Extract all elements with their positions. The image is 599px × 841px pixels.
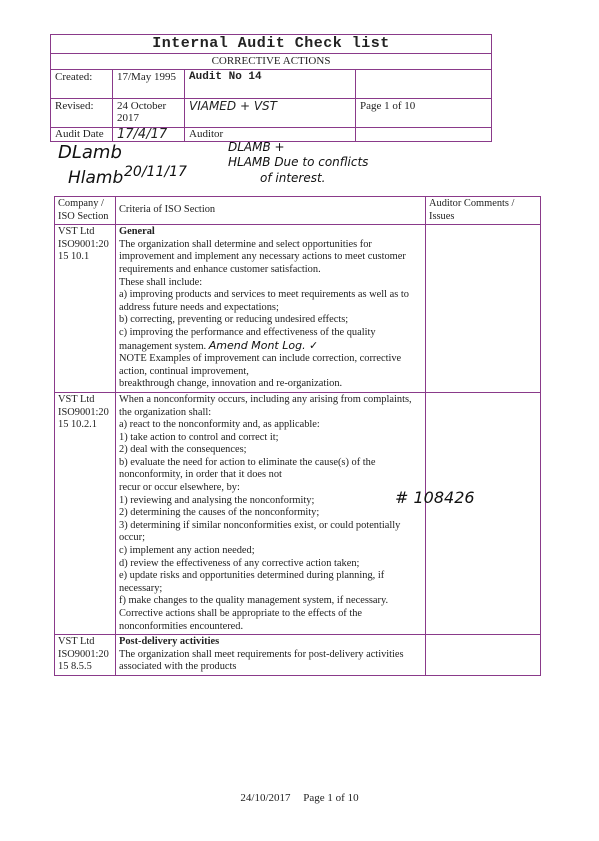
criteria-line (119, 327, 422, 353)
auditor-comment-cell (426, 225, 541, 393)
criteria-line: recur or occur elsewhere, by: (119, 482, 240, 494)
handwritten-ticket-number: # 108426 (395, 487, 475, 507)
handwritten-note-line-1: DLAMB + (228, 140, 285, 154)
handwritten-management-note: Amend Mont Log. ✓ (208, 338, 319, 352)
company-section-cell (55, 392, 116, 634)
created-value: 17/May 1995 (113, 70, 185, 98)
criteria-line: Corrective actions shall be appropriate to the effects of the nonconformities encountered. (119, 608, 363, 632)
empty-cell (356, 128, 491, 141)
header-row-revised (51, 99, 491, 128)
iso-section: ISO9001:2015 10.1 (58, 238, 109, 263)
audit-date-handwritten: 17/4/17 (113, 128, 185, 141)
auditor-comment-cell (395, 392, 541, 634)
revised-label: Revised: (51, 99, 113, 127)
document-title: Internal Audit Check list (51, 35, 491, 54)
company-section-cell (55, 225, 116, 393)
auditor-comment-cell (426, 635, 541, 676)
column-header-company: Company / ISO Section (55, 197, 116, 225)
criteria-line: The organization shall meet requirements for post-delivery activities associated with the products (119, 648, 404, 673)
page-label: Page 1 of 10 (360, 100, 416, 112)
company-name: VST Ltd (58, 636, 95, 648)
iso-section: ISO9001:2015 10.2.1 (58, 406, 109, 431)
footer-date: 24/10/2017 (240, 792, 291, 804)
header-row-created (51, 70, 491, 99)
handwritten-signature-2: Hlamb (68, 168, 124, 188)
criteria-cell (116, 225, 426, 393)
handwritten-signature-1: DLamb (58, 142, 122, 163)
criteria-line: b) evaluate the need for action to eliminate the cause(s) of the nonconformity, in order that it does not (119, 456, 376, 481)
table-header-row (55, 197, 541, 225)
header-table (50, 34, 492, 142)
criteria-line: a) react to the nonconformity and, as applicable: (119, 419, 320, 431)
handwritten-note-line-3: of interest. (260, 171, 326, 185)
criteria-line: c) implement any action needed; (119, 545, 255, 557)
criteria-line: These shall include: (119, 276, 203, 288)
document-subtitle: CORRECTIVE ACTIONS (51, 54, 491, 70)
criteria-line: 2) deal with the consequences; (119, 444, 247, 456)
audit-number: Audit No 14 (185, 70, 356, 98)
criteria-heading: General (119, 226, 155, 238)
company-name: VST Ltd (58, 226, 95, 238)
handwritten-note-line-2: HLAMB Due to conflicts (228, 155, 369, 169)
auditor-label: Auditor (185, 128, 356, 141)
iso-section: ISO9001:2015 8.5.5 (58, 648, 109, 673)
criteria-line: d) review the effectiveness of any corrective action taken; (119, 557, 360, 569)
column-header-criteria: Criteria of ISO Section (116, 197, 426, 225)
criteria-line: The organization shall determine and select opportunities for improvement and implement any necessary actions to meet customer requirements and enhance customer satisfaction. (119, 238, 406, 275)
created-label: Created: (51, 70, 113, 98)
table-row (55, 392, 541, 634)
column-header-comments: Auditor Comments / Issues (426, 197, 541, 225)
footer-page-number: Page 1 of 10 (303, 792, 359, 804)
criteria-line: e) update risks and opportunities determined during planning, if necessary; (119, 570, 385, 594)
criteria-line: 1) take action to control and correct it; (119, 431, 279, 443)
handwritten-date: 20/11/17 (124, 164, 187, 180)
criteria-heading: Post-delivery activities (119, 636, 220, 648)
revised-handwritten: VIAMED + VST (185, 99, 356, 127)
criteria-line-text: c) improving the performance and effectiveness of the quality management system. (119, 326, 376, 352)
criteria-cell (116, 392, 426, 634)
audit-checklist-table (54, 196, 541, 676)
table-row (55, 225, 541, 393)
audit-date-label: Audit Date (51, 128, 113, 141)
criteria-line: a) improving products and services to meet requirements as well as to address future needs and expectations; (119, 289, 409, 313)
criteria-line: 1) reviewing and analysing the nonconformity; (119, 494, 315, 506)
criteria-line: f) make changes to the quality management system, if necessary. (119, 595, 389, 607)
criteria-cell (116, 635, 426, 676)
criteria-line: breakthrough change, innovation and re-organization. (119, 378, 343, 390)
criteria-line: NOTE Examples of improvement can include correction, corrective action, continual improvement, (119, 353, 402, 377)
criteria-line: When a nonconformity occurs, including any arising from complaints, the organization shall: (119, 393, 412, 418)
empty-cell (356, 70, 491, 98)
criteria-line: 2) determining the causes of the nonconformity; (119, 507, 320, 519)
page-footer (0, 792, 599, 804)
criteria-line: 3) determining if similar nonconformities exist, or could potentially occur; (119, 519, 401, 544)
revised-value: 24 October 2017 (113, 99, 185, 127)
criteria-line: b) correcting, preventing or reducing undesired effects; (119, 314, 349, 326)
company-section-cell (55, 635, 116, 676)
company-name: VST Ltd (58, 393, 95, 405)
table-row (55, 635, 541, 676)
